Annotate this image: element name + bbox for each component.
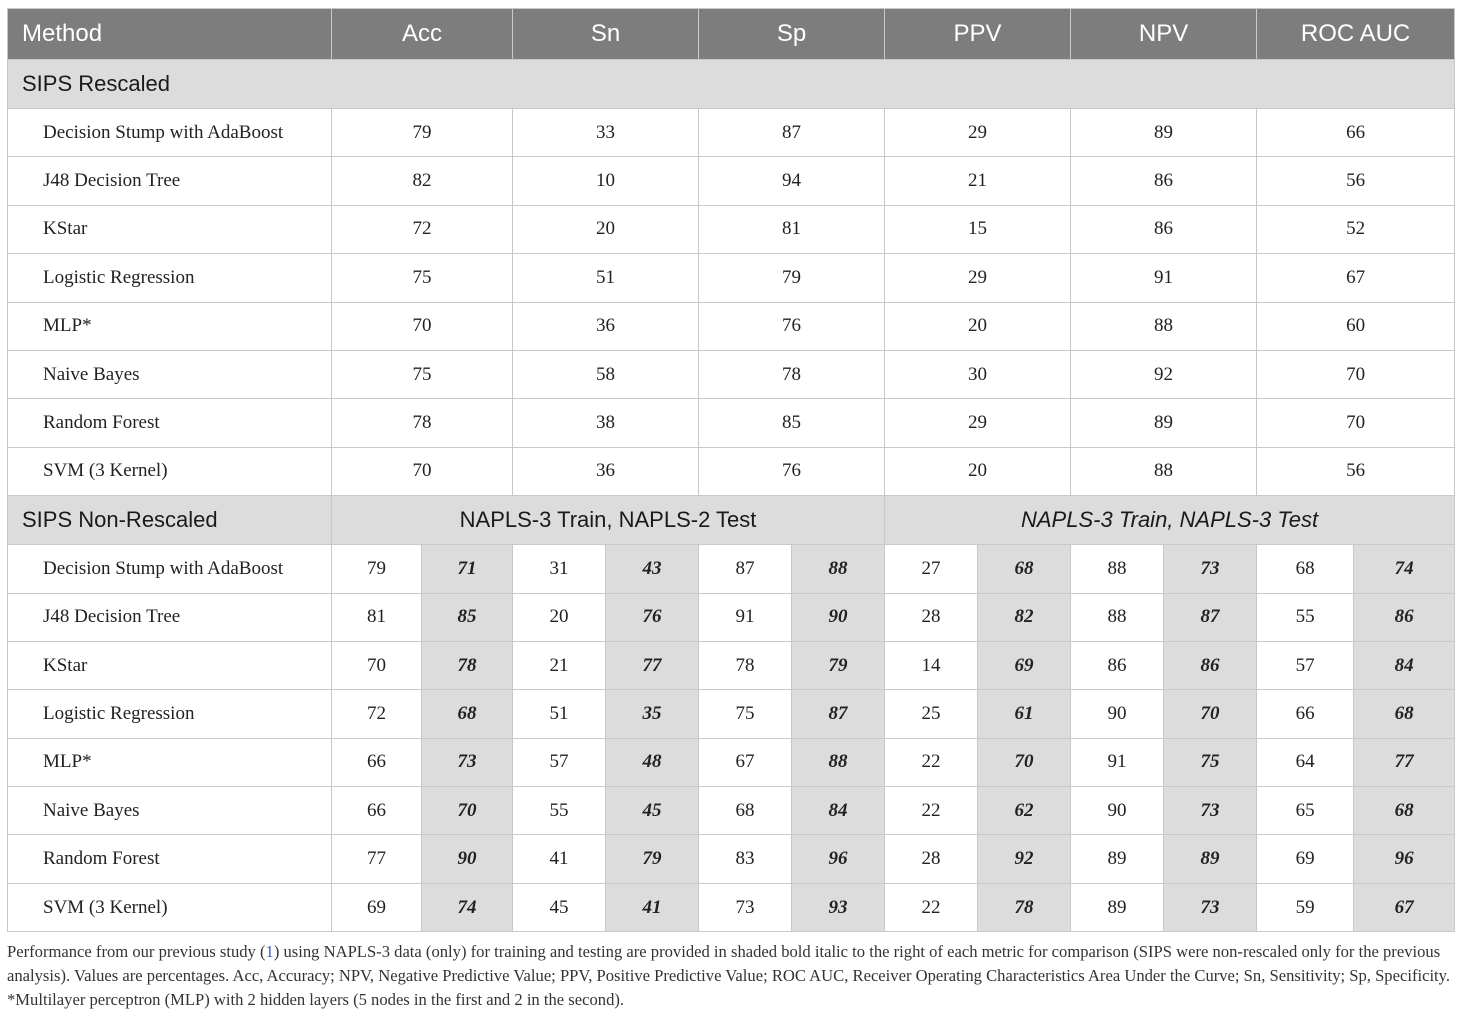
- metric-value: 79: [332, 545, 422, 593]
- reference-link[interactable]: 1: [265, 942, 274, 961]
- method-name: KStar: [8, 641, 332, 689]
- previous-study-value: 62: [978, 787, 1071, 835]
- previous-study-value: 79: [792, 641, 885, 689]
- metric-value: 51: [513, 690, 606, 738]
- metric-value: 29: [885, 109, 1071, 157]
- metric-value: 91: [699, 593, 792, 641]
- metric-value: 20: [513, 593, 606, 641]
- header-acc: Acc: [332, 9, 513, 60]
- metric-value: 28: [885, 835, 978, 883]
- previous-study-value: 68: [422, 690, 513, 738]
- metric-value: 66: [332, 787, 422, 835]
- metric-value: 70: [332, 641, 422, 689]
- previous-study-value: 73: [422, 738, 513, 786]
- previous-study-value: 70: [978, 738, 1071, 786]
- previous-study-value: 96: [1354, 835, 1455, 883]
- previous-study-value: 61: [978, 690, 1071, 738]
- section-label: SIPS Non-Rescaled: [8, 496, 332, 545]
- table-row: [8, 738, 1455, 786]
- metric-value: 94: [699, 157, 885, 205]
- previous-study-value: 87: [792, 690, 885, 738]
- footnote-text: ) using NAPLS-3 data (only) for training and testing are provided in shaded bold italic to the right of each metric for comparison (SIPS were non-rescaled only for the previous analysis). Values are percentages. Acc, Accuracy; NPV, Negative Predictive Value; PPV, Positive Predictive Value; ROC AUC, Receiver Operating Characteristics Area Under the Curve; Sn, Sensitivity; Sp, Specificity. *Multilayer perceptron (MLP) with 2 hidden layers (5 nodes in the first and 2 in the second).: [7, 942, 1451, 1009]
- metric-value: 60: [1257, 302, 1455, 350]
- metric-value: 88: [1071, 447, 1257, 495]
- metric-value: 92: [1071, 350, 1257, 398]
- metric-value: 88: [1071, 302, 1257, 350]
- method-name: Random Forest: [8, 835, 332, 883]
- metric-value: 79: [699, 254, 885, 302]
- method-name: SVM (3 Kernel): [8, 447, 332, 495]
- metric-value: 77: [332, 835, 422, 883]
- metric-value: 33: [513, 109, 699, 157]
- previous-study-value: 79: [606, 835, 699, 883]
- metric-value: 87: [699, 109, 885, 157]
- previous-study-value: 78: [978, 883, 1071, 931]
- metric-value: 36: [513, 447, 699, 495]
- previous-study-value: 84: [792, 787, 885, 835]
- metric-value: 86: [1071, 641, 1164, 689]
- results-table-container: [7, 8, 1453, 932]
- method-name: Decision Stump with AdaBoost: [8, 545, 332, 593]
- previous-study-value: 84: [1354, 641, 1455, 689]
- table-row: [8, 447, 1455, 495]
- metric-value: 66: [332, 738, 422, 786]
- metric-value: 91: [1071, 738, 1164, 786]
- previous-study-value: 68: [1354, 690, 1455, 738]
- header-npv: NPV: [1071, 9, 1257, 60]
- metric-value: 29: [885, 254, 1071, 302]
- table-row: [8, 157, 1455, 205]
- metric-value: 90: [1071, 690, 1164, 738]
- previous-study-value: 90: [422, 835, 513, 883]
- previous-study-value: 82: [978, 593, 1071, 641]
- metric-value: 15: [885, 205, 1071, 253]
- metric-value: 83: [699, 835, 792, 883]
- metric-value: 66: [1257, 690, 1354, 738]
- metric-value: 79: [332, 109, 513, 157]
- table-row: [8, 399, 1455, 447]
- header-method: Method: [8, 9, 332, 60]
- previous-study-value: 67: [1354, 883, 1455, 931]
- method-name: Naive Bayes: [8, 350, 332, 398]
- method-name: SVM (3 Kernel): [8, 883, 332, 931]
- metric-value: 55: [513, 787, 606, 835]
- previous-study-value: 71: [422, 545, 513, 593]
- table-row: [8, 690, 1455, 738]
- metric-value: 30: [885, 350, 1071, 398]
- metric-value: 91: [1071, 254, 1257, 302]
- previous-study-value: 68: [1354, 787, 1455, 835]
- method-name: Naive Bayes: [8, 787, 332, 835]
- metric-value: 78: [699, 350, 885, 398]
- metric-value: 51: [513, 254, 699, 302]
- metric-value: 81: [699, 205, 885, 253]
- metric-value: 29: [885, 399, 1071, 447]
- previous-study-value: 87: [1164, 593, 1257, 641]
- previous-study-value: 78: [422, 641, 513, 689]
- metric-value: 67: [699, 738, 792, 786]
- previous-study-value: 96: [792, 835, 885, 883]
- metric-value: 58: [513, 350, 699, 398]
- table-footnote: [7, 940, 1453, 1012]
- group-label-napls3-test: NAPLS-3 Train, NAPLS-3 Test: [885, 496, 1455, 545]
- metric-value: 85: [699, 399, 885, 447]
- previous-study-value: 73: [1164, 545, 1257, 593]
- header-row: [8, 9, 1455, 60]
- metric-value: 72: [332, 205, 513, 253]
- metric-value: 86: [1071, 157, 1257, 205]
- method-name: MLP*: [8, 302, 332, 350]
- metric-value: 22: [885, 787, 978, 835]
- method-name: Logistic Regression: [8, 254, 332, 302]
- metric-value: 70: [332, 302, 513, 350]
- footnote-text: Performance from our previous study (: [7, 942, 266, 961]
- metric-value: 21: [513, 641, 606, 689]
- previous-study-value: 77: [1354, 738, 1455, 786]
- previous-study-value: 45: [606, 787, 699, 835]
- table-row: [8, 593, 1455, 641]
- method-name: MLP*: [8, 738, 332, 786]
- metric-value: 89: [1071, 399, 1257, 447]
- metric-value: 88: [1071, 593, 1164, 641]
- previous-study-value: 43: [606, 545, 699, 593]
- table-row: [8, 545, 1455, 593]
- method-name: J48 Decision Tree: [8, 593, 332, 641]
- metric-value: 36: [513, 302, 699, 350]
- metric-value: 81: [332, 593, 422, 641]
- table-row: [8, 641, 1455, 689]
- metric-value: 76: [699, 302, 885, 350]
- method-name: Random Forest: [8, 399, 332, 447]
- metric-value: 55: [1257, 593, 1354, 641]
- metric-value: 70: [332, 447, 513, 495]
- method-name: KStar: [8, 205, 332, 253]
- metric-value: 20: [885, 447, 1071, 495]
- previous-study-value: 74: [422, 883, 513, 931]
- metric-value: 25: [885, 690, 978, 738]
- table-row: [8, 835, 1455, 883]
- section-label: SIPS Rescaled: [8, 60, 1455, 109]
- group-label-napls2-test: NAPLS-3 Train, NAPLS-2 Test: [332, 496, 885, 545]
- previous-study-value: 77: [606, 641, 699, 689]
- metric-value: 57: [1257, 641, 1354, 689]
- method-name: Logistic Regression: [8, 690, 332, 738]
- metric-value: 31: [513, 545, 606, 593]
- metric-value: 52: [1257, 205, 1455, 253]
- metric-value: 78: [699, 641, 792, 689]
- metric-value: 68: [699, 787, 792, 835]
- metric-value: 64: [1257, 738, 1354, 786]
- metric-value: 45: [513, 883, 606, 931]
- metric-value: 70: [1257, 350, 1455, 398]
- metric-value: 87: [699, 545, 792, 593]
- metric-value: 75: [332, 350, 513, 398]
- metric-value: 20: [513, 205, 699, 253]
- previous-study-value: 92: [978, 835, 1071, 883]
- metric-value: 65: [1257, 787, 1354, 835]
- metric-value: 22: [885, 883, 978, 931]
- metric-value: 89: [1071, 835, 1164, 883]
- metric-value: 27: [885, 545, 978, 593]
- metric-value: 20: [885, 302, 1071, 350]
- metric-value: 69: [1257, 835, 1354, 883]
- table-row: [8, 302, 1455, 350]
- metric-value: 66: [1257, 109, 1455, 157]
- metric-value: 70: [1257, 399, 1455, 447]
- metric-value: 56: [1257, 157, 1455, 205]
- previous-study-value: 89: [1164, 835, 1257, 883]
- previous-study-value: 70: [422, 787, 513, 835]
- metric-value: 69: [332, 883, 422, 931]
- metric-value: 76: [699, 447, 885, 495]
- previous-study-value: 88: [792, 738, 885, 786]
- previous-study-value: 93: [792, 883, 885, 931]
- metric-value: 22: [885, 738, 978, 786]
- previous-study-value: 69: [978, 641, 1071, 689]
- metric-value: 89: [1071, 883, 1164, 931]
- table-row: [8, 109, 1455, 157]
- metric-value: 57: [513, 738, 606, 786]
- method-name: J48 Decision Tree: [8, 157, 332, 205]
- metric-value: 89: [1071, 109, 1257, 157]
- metric-value: 41: [513, 835, 606, 883]
- metric-value: 88: [1071, 545, 1164, 593]
- table-row: [8, 350, 1455, 398]
- header-roc-auc: ROC AUC: [1257, 9, 1455, 60]
- metric-value: 90: [1071, 787, 1164, 835]
- section-header-non-rescaled: [8, 496, 1455, 545]
- previous-study-value: 35: [606, 690, 699, 738]
- previous-study-value: 74: [1354, 545, 1455, 593]
- metric-value: 73: [699, 883, 792, 931]
- metric-value: 86: [1071, 205, 1257, 253]
- metric-value: 14: [885, 641, 978, 689]
- table-row: [8, 254, 1455, 302]
- previous-study-value: 86: [1164, 641, 1257, 689]
- metric-value: 78: [332, 399, 513, 447]
- metric-value: 72: [332, 690, 422, 738]
- header-sp: Sp: [699, 9, 885, 60]
- results-table: [7, 8, 1455, 932]
- previous-study-value: 73: [1164, 787, 1257, 835]
- previous-study-value: 41: [606, 883, 699, 931]
- section-header-rescaled: [8, 60, 1455, 109]
- table-row: [8, 883, 1455, 931]
- metric-value: 67: [1257, 254, 1455, 302]
- previous-study-value: 86: [1354, 593, 1455, 641]
- previous-study-value: 73: [1164, 883, 1257, 931]
- metric-value: 28: [885, 593, 978, 641]
- method-name: Decision Stump with AdaBoost: [8, 109, 332, 157]
- previous-study-value: 70: [1164, 690, 1257, 738]
- metric-value: 82: [332, 157, 513, 205]
- previous-study-value: 75: [1164, 738, 1257, 786]
- table-row: [8, 205, 1455, 253]
- metric-value: 59: [1257, 883, 1354, 931]
- metric-value: 10: [513, 157, 699, 205]
- metric-value: 75: [699, 690, 792, 738]
- previous-study-value: 88: [792, 545, 885, 593]
- previous-study-value: 90: [792, 593, 885, 641]
- previous-study-value: 85: [422, 593, 513, 641]
- previous-study-value: 76: [606, 593, 699, 641]
- metric-value: 38: [513, 399, 699, 447]
- metric-value: 21: [885, 157, 1071, 205]
- metric-value: 56: [1257, 447, 1455, 495]
- previous-study-value: 48: [606, 738, 699, 786]
- header-sn: Sn: [513, 9, 699, 60]
- table-row: [8, 787, 1455, 835]
- metric-value: 75: [332, 254, 513, 302]
- header-ppv: PPV: [885, 9, 1071, 60]
- previous-study-value: 68: [978, 545, 1071, 593]
- metric-value: 68: [1257, 545, 1354, 593]
